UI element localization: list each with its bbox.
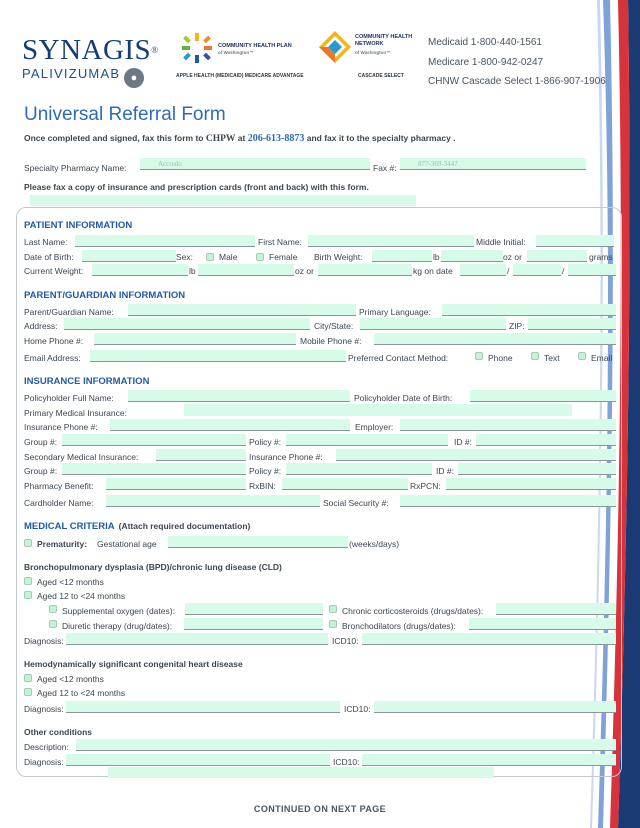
cardholder-label: Cardholder Name: (24, 498, 94, 508)
prematurity-checkbox[interactable] (24, 539, 32, 547)
continued-note: CONTINUED ON NEXT PAGE (253, 804, 387, 814)
chd-aged-12-24-checkbox[interactable] (24, 688, 32, 696)
contact-text-checkbox[interactable] (531, 352, 539, 360)
city-state-field[interactable] (360, 318, 506, 330)
birth-weight-label: Birth Weight: (314, 252, 363, 262)
female-checkbox[interactable] (256, 253, 264, 261)
pharmacy-name-field[interactable]: Accredo (140, 158, 370, 170)
diuretic-label: Diuretic therapy (drug/dates): (62, 621, 173, 631)
bronchodilators-label: Bronchodilators (drugs/dates): (342, 621, 456, 631)
policy-label: Policy #: (249, 437, 282, 447)
secondary-insurance-field[interactable] (156, 449, 246, 461)
contact-email-label: Email (591, 353, 613, 363)
group-2-field[interactable] (62, 463, 246, 475)
rxpcn-label: RxPCN: (410, 481, 441, 491)
lb-unit: lb (433, 252, 440, 262)
date-slash-1: / (507, 266, 510, 276)
home-phone-label: Home Phone #: (24, 336, 84, 346)
rxpcn-field[interactable] (446, 478, 616, 490)
chpw-logo: COMMUNITY HEALTH PLAN of Washington™ APPLE HEALTH (MEDICAID) MEDICARE ADVANTAGE (176, 32, 326, 82)
bpd-aged-lt12-label: Aged <12 months (37, 577, 104, 587)
primary-language-label: Primary Language: (359, 307, 431, 317)
female-label: Female (269, 252, 298, 262)
guardian-info-heading: PARENT/GUARDIAN INFORMATION (24, 290, 186, 301)
insurance-phone-field[interactable] (110, 419, 350, 431)
kg-on-date-unit: kg on date (413, 266, 453, 276)
weight-date-month-field[interactable] (460, 264, 506, 276)
contact-phone-label: Phone (488, 353, 513, 363)
lb-unit-2: lb (189, 266, 196, 276)
weeks-days-unit: (weeks/days) (349, 539, 400, 549)
other-icd10-label: ICD10: (333, 757, 360, 767)
id-2-field[interactable] (458, 463, 616, 475)
sunburst-icon (180, 32, 214, 64)
city-state-label: City/State: (314, 321, 354, 331)
chd-aged-lt12-label: Aged <12 months (37, 674, 104, 684)
page-title: Universal Referral Form (24, 104, 226, 125)
weight-date-day-field[interactable] (513, 264, 561, 276)
guardian-name-label: Parent/Guardian Name: (24, 307, 114, 317)
current-weight-kg-field[interactable] (318, 264, 412, 276)
other-diagnosis-label: Diagnosis: (24, 757, 64, 767)
oz-or-unit-2: oz or (295, 266, 314, 276)
primary-insurance-label: Primary Medical Insurance: (24, 408, 127, 418)
cascade-phone: CHNW Cascade Select 1-866-907-1906 (428, 76, 606, 87)
birth-weight-grams-field[interactable] (527, 250, 587, 262)
mobile-phone-field[interactable] (374, 333, 616, 345)
corticosteroids-checkbox[interactable] (329, 605, 337, 613)
medical-criteria-heading: MEDICAL CRITERIA (Attach required documentation) (24, 521, 251, 532)
rxbin-field[interactable] (282, 478, 408, 490)
policyholder-dob-label: Policyholder Date of Birth: (354, 393, 453, 403)
current-weight-lb-field[interactable] (92, 264, 188, 276)
insurance-phone-label: Insurance Phone #: (24, 422, 98, 432)
fax-label: Fax #: (373, 163, 397, 173)
middle-initial-label: Middle Initial: (476, 237, 526, 247)
chd-icd10-field[interactable] (374, 701, 616, 713)
insurance-cards-note: Please fax a copy of insurance and prescription cards (front and back) with this form. (24, 182, 369, 192)
insurance-phone-2-field[interactable] (336, 449, 616, 461)
other-conditions-heading: Other conditions (24, 727, 92, 737)
bpd-icd10-label: ICD10: (332, 636, 359, 646)
first-name-field[interactable] (308, 235, 474, 247)
note-field[interactable] (30, 195, 416, 206)
policy-2-label: Policy #: (249, 466, 282, 476)
diuretic-field[interactable] (184, 618, 323, 630)
other-diagnosis-field[interactable] (66, 754, 330, 766)
oxygen-field[interactable] (185, 603, 323, 615)
policy-2-field[interactable] (286, 463, 432, 475)
group-2-label: Group #: (24, 466, 58, 476)
birth-weight-oz-field[interactable] (441, 250, 503, 262)
rxbin-label: RxBIN: (249, 481, 276, 491)
id-label: ID #: (454, 437, 472, 447)
bpd-aged-12-24-label: Aged 12 to <24 months (37, 591, 126, 601)
oz-or-unit: oz or (503, 252, 522, 262)
bpd-icd10-field[interactable] (362, 633, 616, 645)
dob-label: Date of Birth: (24, 252, 74, 262)
contact-email-checkbox[interactable] (578, 352, 586, 360)
dob-field[interactable] (82, 250, 176, 262)
last-name-label: Last Name: (24, 237, 68, 247)
bpd-aged-12-24-checkbox[interactable] (24, 591, 32, 599)
chd-diagnosis-label: Diagnosis: (24, 704, 64, 714)
date-slash-2: / (562, 266, 565, 276)
group-field[interactable] (62, 434, 246, 446)
other-icd10-field[interactable] (362, 754, 616, 766)
ssn-label: Social Security #: (323, 498, 389, 508)
home-phone-field[interactable] (94, 333, 296, 345)
oxygen-checkbox[interactable] (49, 605, 57, 613)
diuretic-checkbox[interactable] (49, 620, 57, 628)
grams-unit: grams (589, 252, 613, 262)
chd-heading: Hemodynamically significant congenital heart disease (24, 659, 243, 669)
employer-field[interactable] (400, 419, 616, 431)
bronchodilators-checkbox[interactable] (329, 620, 337, 628)
chd-aged-lt12-checkbox[interactable] (24, 674, 32, 682)
address-field[interactable] (64, 318, 310, 330)
policyholder-name-label: Policyholder Full Name: (24, 393, 114, 403)
weight-date-year-field[interactable] (568, 264, 616, 276)
chd-icd10-label: ICD10: (344, 704, 371, 714)
male-checkbox[interactable] (206, 253, 214, 261)
gestational-age-field[interactable] (168, 536, 348, 548)
group-label: Group #: (24, 437, 58, 447)
description-field[interactable] (76, 739, 616, 751)
patient-info-heading: PATIENT INFORMATION (24, 220, 133, 231)
bpd-diagnosis-field[interactable] (66, 633, 328, 645)
gestational-age-label: Gestational age (97, 539, 157, 549)
bpd-diagnosis-label: Diagnosis: (24, 636, 64, 646)
chd-diagnosis-field[interactable] (66, 701, 340, 713)
medicare-phone: Medicare 1-800-942-0247 (428, 56, 544, 68)
email-field[interactable] (90, 350, 346, 362)
contact-text-label: Text (544, 353, 560, 363)
zip-label: ZIP: (509, 321, 525, 331)
current-weight-oz-field[interactable] (198, 264, 294, 276)
medicaid-phone: Medicaid 1-800-440-1561 (428, 37, 542, 48)
oxygen-label: Supplemental oxygen (dates): (62, 606, 175, 616)
ssn-field[interactable] (400, 495, 616, 507)
corticosteroids-field[interactable] (496, 603, 616, 615)
current-weight-label: Current Weight: (24, 266, 84, 276)
prematurity-label: Prematurity: (37, 539, 88, 549)
diamond-icon (318, 30, 352, 64)
employer-label: Employer: (355, 422, 394, 432)
insurance-phone-2-label: Insurance Phone #: (249, 452, 323, 462)
plan-phone-numbers (428, 33, 606, 92)
mobile-phone-label: Mobile Phone #: (300, 336, 362, 346)
contact-phone-checkbox[interactable] (475, 352, 483, 360)
zip-field[interactable] (528, 318, 616, 330)
baby-icon: ● (124, 68, 144, 88)
contact-method-label: Preferred Contact Method: (348, 353, 449, 363)
sex-label: Sex: (176, 252, 194, 262)
id-2-label: ID #: (436, 466, 454, 476)
pharmacy-benefit-field[interactable] (106, 478, 246, 490)
guardian-name-field[interactable] (128, 304, 356, 316)
primary-insurance-field[interactable] (184, 404, 572, 416)
email-label: Email Address: (24, 353, 81, 363)
birth-weight-lb-field[interactable] (372, 250, 432, 262)
intro-text: Once completed and signed, fax this form to CHPW at 206-613-8873 and fax it to the specialty pharmacy . (24, 133, 456, 144)
bronchodilators-field[interactable] (469, 618, 616, 630)
first-name-label: First Name: (258, 237, 302, 247)
corticosteroids-label: Chronic corticosteroids (drugs/dates): (342, 606, 484, 616)
other-extra-field[interactable] (108, 767, 494, 778)
bpd-heading: Bronchopulmonary dysplasia (BPD)/chronic lung disease (CLD) (24, 562, 282, 572)
fax-field[interactable]: 877-369-3447 (400, 158, 586, 170)
policyholder-name-field[interactable] (128, 390, 350, 402)
secondary-insurance-label: Secondary Medical Insurance: (24, 452, 139, 462)
address-label: Address: (24, 321, 58, 331)
insurance-info-heading: INSURANCE INFORMATION (24, 376, 150, 387)
pharmacy-name-label: Specialty Pharmacy Name: (24, 163, 127, 173)
last-name-field[interactable] (75, 235, 255, 247)
bpd-aged-lt12-checkbox[interactable] (24, 577, 32, 585)
synagis-logo: SYNAGIS® PALIVIZUMAB ● (22, 36, 142, 88)
chd-aged-12-24-label: Aged 12 to <24 months (37, 688, 126, 698)
cardholder-field[interactable] (106, 495, 320, 507)
id-field[interactable] (476, 434, 616, 446)
description-label: Description: (24, 742, 69, 752)
chnw-logo: COMMUNITY HEALTH NETWORK of Washington™ CASCADE SELECT (318, 30, 418, 82)
policyholder-dob-field[interactable] (470, 390, 616, 402)
primary-language-field[interactable] (442, 304, 616, 316)
policy-field[interactable] (286, 434, 448, 446)
male-label: Male (219, 252, 238, 262)
pharmacy-benefit-label: Pharmacy Benefit: (24, 481, 94, 491)
middle-initial-field[interactable] (536, 235, 614, 247)
